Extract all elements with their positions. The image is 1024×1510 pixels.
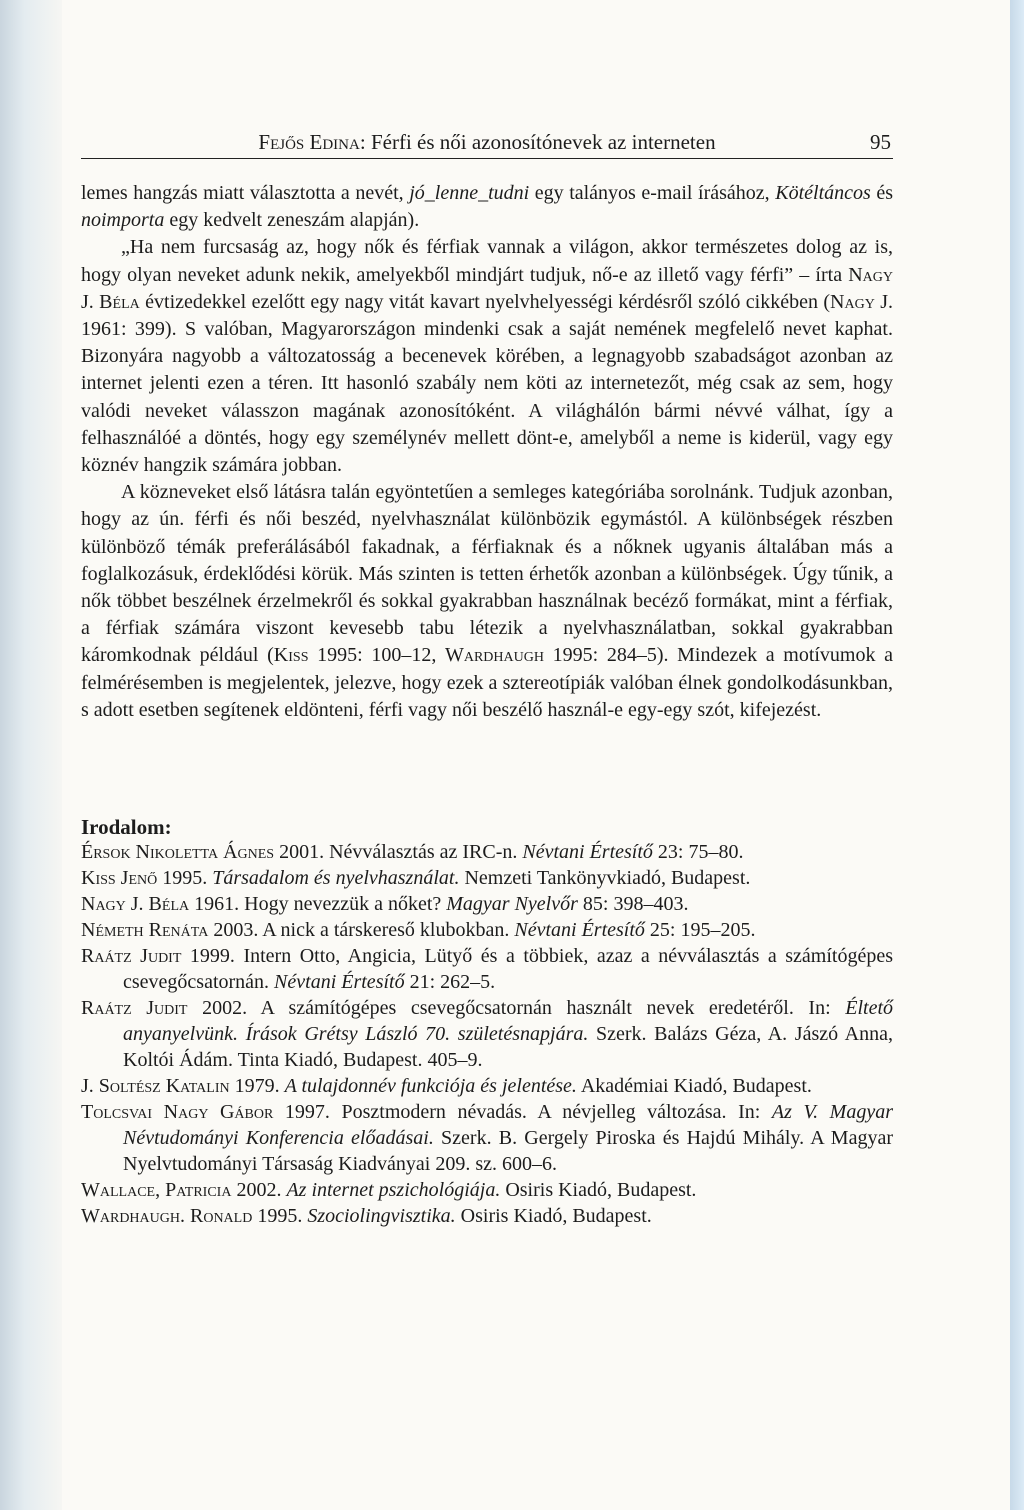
- reference-item: [81, 865, 893, 891]
- text-span: 1995: 100–12,: [308, 644, 445, 667]
- reference-source: Névtani Értesítő: [274, 971, 405, 993]
- reference-item: [81, 1177, 893, 1203]
- text-span: lemes hangzás miatt választotta a nevét,: [81, 182, 410, 204]
- text-span: 1961: 399). S valóban, Magyarországon mindenki csak a saját nemének megfelelő nevet kaphat. Bizonyára nagyobb a változatosság a becenevek körében, a legnagyobb szabadságot azonban az internet jelenti ezen a téren. Itt hasonló szabály nem köti az internetezőt, még csak az sem, hogy valódi neveket válasszon magának azonosítóként. A világhálón bármi névvé válhat, így a felhasználóé a döntés, hogy egy személynév mellett dönt-e, amelyből a neme is kiderül, vagy egy köznév hangzik számára jobban.: [81, 318, 893, 477]
- reference-author: Raátz Judit: [81, 997, 188, 1019]
- reference-source: Szociolingvisztika.: [307, 1205, 456, 1227]
- reference-item: [81, 891, 893, 917]
- reference-text: 2002.: [231, 1179, 287, 1201]
- reference-author: Németh Renáta: [81, 919, 209, 941]
- text-span: A közneveket első látásra talán egyöntetűen a semleges kategóriába sorolnánk. Tudjuk azonban, hogy az ún. férfi és női beszéd, nyelvhasználat különbözik egymástól. A különbségek részben különböző témák preferálásából fakadnak, a férfiaknak és a nőknek ugyanis általában más a foglalkozásuk, érdeklődési körük. Más szinten is tetten érhetők azonban a különbségek. Úgy tűnik, a nők többet beszélnek érzelmekről és sokkal gyakrabban használnak becéző formákat, mint a férfiak, a férfiak számára viszont kevesebb tabu létezik a nyelvhasználatban, sokkal gyakrabban káromkodnak például (: [81, 481, 893, 667]
- reference-source: Magyar Nyelvőr: [446, 893, 578, 915]
- references-heading: Irodalom:: [81, 815, 172, 839]
- reference-text: 1997. Posztmodern névadás. A névjelleg változása. In:: [273, 1101, 772, 1123]
- reference-item: [81, 917, 893, 943]
- text-span: „Ha nem furcsaság az, hogy nők és férfiak vannak a világon, akkor természetes dolog az is, hogy olyan neveket adunk nekik, amelyekből mindjárt tudjuk, nő-e az illető vagy férfi” – írta: [81, 236, 893, 286]
- reference-item: [81, 943, 893, 995]
- text-span: 1995: 284–5). Mindezek a motívumok a felmérésemben is megjelentek, jelezve, hogy ezek a sztereotípiák valóban élnek gondolkodásunkban, s adott esetben segítenek eldönteni, férfi vagy női beszélő használ-e egy-egy szót, kifejezést.: [81, 644, 894, 721]
- reference-author: J. Soltész Katalin: [81, 1075, 230, 1097]
- reference-text: Osiris Kiadó, Budapest.: [500, 1179, 697, 1201]
- example-name: jó_lenne_tudni: [409, 182, 530, 204]
- reference-source: Éltető anyanyelvünk. Írások Grétsy László 70. születésnapjára.: [123, 997, 894, 1045]
- reference-text: Akadémiai Kiadó, Budapest.: [576, 1075, 812, 1097]
- reference-text: 25: 195–205.: [644, 919, 756, 941]
- header-author: Fejős Edina: [258, 130, 360, 154]
- reference-text: Szerk. B. Gergely Piroska és Hajdú Mihály. A Magyar Nyelvtudományi Társaság Kiadványai 209. sz. 600–6.: [123, 1127, 893, 1175]
- text-span: egy talányos e-mail írásához,: [529, 182, 776, 204]
- reference-text: 1961. Hogy nevezzük a nőket?: [189, 893, 447, 915]
- reference-text: 2002. A számítógépes csevegőcsatornán használt nevek eredetéről. In:: [187, 997, 846, 1019]
- author-name: Wardhaugh: [444, 644, 544, 667]
- paragraph-1: [81, 180, 893, 234]
- author-name: Nagy J.: [830, 290, 893, 313]
- reference-item: [81, 1203, 893, 1229]
- paragraph-3: [81, 479, 893, 724]
- reference-author: Wardhaugh. Ronald: [81, 1205, 253, 1227]
- reference-text: 85: 398–403.: [577, 893, 689, 915]
- reference-text: Szerk. Balázs Géza, A. Jászó Anna, Koltói Ádám. Tinta Kiadó, Budapest. 405–9.: [123, 1023, 893, 1071]
- example-name: Kötéltáncos: [775, 182, 871, 204]
- header-article-title: Férfi és női azonosítónevek az interneten: [370, 130, 716, 154]
- reference-text: 1995.: [157, 867, 213, 889]
- reference-source: Névtani Értesítő: [514, 919, 645, 941]
- reference-text: 23: 75–80.: [652, 841, 744, 863]
- reference-text: 21: 262–5.: [404, 971, 496, 993]
- text-span: évtizedekkel ezelőtt egy nagy vitát kavart nyelvhelyességi kérdésről szóló cikkében (: [139, 290, 831, 313]
- header-title: Fejős Edina: Férfi és női azonosítónevek az interneten: [258, 130, 716, 154]
- page-number: 95: [870, 130, 891, 154]
- page-edge: [1010, 0, 1024, 1510]
- reference-source: A tulajdonnév funkciója és jelentése.: [284, 1075, 577, 1097]
- body-text: [81, 180, 893, 724]
- text-span: és: [870, 182, 893, 204]
- text-span: egy kedvelt zeneszám alapján).: [164, 209, 420, 232]
- reference-text: 1979.: [229, 1075, 285, 1097]
- reference-text: 1999. Intern Otto, Angicia, Lütyő és a többiek, azaz a névválasztás a számítógépes csevegőcsatornán.: [123, 945, 893, 993]
- reference-item: [81, 1073, 893, 1099]
- author-name: Nagy J. Béla: [81, 263, 893, 313]
- reference-author: Raátz Judit: [81, 945, 182, 967]
- running-header: [81, 128, 893, 159]
- reference-text: Nemzeti Tankönyvkiadó, Budapest.: [459, 867, 751, 889]
- reference-text: 2003. A nick a társkereső klubokban.: [208, 919, 515, 941]
- reference-author: Tolcsvai Nagy Gábor: [81, 1101, 274, 1123]
- reference-author: Érsok Nikoletta Ágnes: [81, 841, 275, 863]
- reference-source: Az internet pszichológiája.: [286, 1179, 501, 1201]
- reference-text: 2001. Névválasztás az IRC-n.: [274, 841, 523, 863]
- reference-author: Kiss Jenő: [81, 867, 158, 889]
- reference-text: 1995.: [252, 1205, 308, 1227]
- reference-author: Wallace, Patricia: [81, 1179, 232, 1201]
- reference-author: Nagy J. Béla: [81, 893, 190, 915]
- reference-item: [81, 839, 893, 865]
- reference-item: [81, 1099, 893, 1177]
- page-binding-shadow: [0, 0, 62, 1510]
- example-name: noimporta: [81, 209, 165, 232]
- reference-source: Névtani Értesítő: [522, 841, 653, 863]
- reference-item: [81, 995, 893, 1073]
- paragraph-2: [81, 234, 893, 479]
- reference-text: Osiris Kiadó, Budapest.: [455, 1205, 652, 1227]
- reference-source: Az V. Magyar Névtudományi Konferencia előadásai.: [123, 1101, 894, 1149]
- references-list: [81, 839, 893, 1229]
- reference-source: Társadalom és nyelvhasználat.: [212, 867, 460, 889]
- author-name: Kiss: [273, 644, 309, 667]
